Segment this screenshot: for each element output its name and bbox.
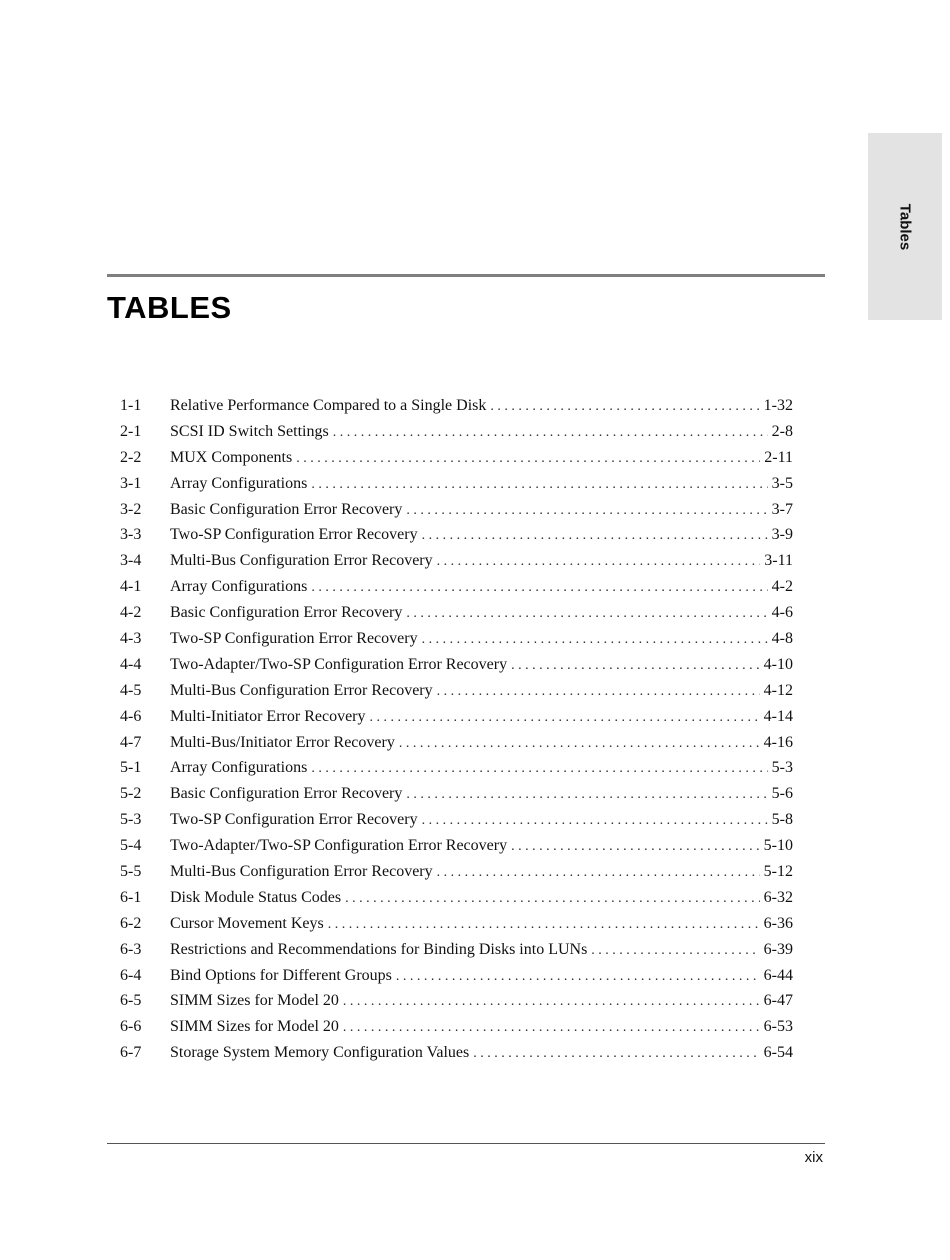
page-reference: 6-32 — [763, 888, 793, 906]
table-title: Storage System Memory Configuration Values — [170, 1044, 470, 1062]
table-entry[interactable] — [120, 755, 793, 781]
table-entry[interactable] — [120, 833, 793, 859]
page-reference: 4-10 — [763, 655, 793, 673]
dot-leader — [406, 498, 767, 524]
table-title: Restrictions and Recommendations for Binding Disks into LUNs — [170, 940, 588, 958]
table-entry[interactable] — [120, 704, 793, 730]
table-title: Relative Performance Compared to a Single Disk — [170, 397, 487, 414]
table-number: 4-1 — [120, 578, 142, 596]
dot-leader — [406, 782, 767, 808]
table-title: Disk Module Status Codes — [170, 888, 342, 906]
page-reference: 2-11 — [764, 448, 793, 466]
table-title: MUX Components — [170, 448, 293, 466]
page-reference: 3-5 — [771, 474, 793, 492]
table-entry[interactable] — [120, 393, 793, 419]
table-title: SIMM Sizes for Model 20 — [170, 992, 339, 1010]
dot-leader — [437, 679, 760, 705]
dot-leader — [490, 394, 759, 420]
table-title: Cursor Movement Keys — [170, 914, 324, 932]
table-title: Multi-Bus Configuration Error Recovery — [170, 681, 433, 699]
section-thumb-tab-label: Tables — [896, 203, 914, 250]
dot-leader — [437, 860, 760, 886]
table-title: Basic Configuration Error Recovery — [170, 785, 403, 803]
table-title: Basic Configuration Error Recovery — [170, 604, 403, 622]
dot-leader — [311, 472, 767, 498]
table-number: 6-6 — [120, 1018, 142, 1036]
page-reference: 6-53 — [763, 1018, 793, 1036]
dot-leader — [343, 1015, 760, 1041]
page-reference: 4-2 — [771, 578, 793, 596]
dot-leader — [333, 420, 768, 446]
table-entry[interactable] — [120, 730, 793, 756]
dot-leader — [511, 653, 760, 679]
page-reference: 4-14 — [763, 707, 793, 725]
table-title: Multi-Bus Configuration Error Recovery — [170, 552, 433, 570]
page-reference: 4-12 — [763, 681, 793, 699]
dot-leader — [511, 834, 760, 860]
table-number: 3-2 — [120, 500, 142, 518]
dot-leader — [422, 523, 768, 549]
table-entry[interactable] — [120, 988, 793, 1014]
table-entry[interactable] — [120, 548, 793, 574]
table-number: 2-1 — [120, 422, 142, 440]
table-number: 6-7 — [120, 1044, 142, 1062]
table-list — [120, 393, 793, 1066]
table-entry[interactable] — [120, 445, 793, 471]
table-entry[interactable] — [120, 885, 793, 911]
dot-leader — [345, 886, 760, 912]
dot-leader — [370, 705, 760, 731]
page-reference: 4-6 — [771, 604, 793, 622]
table-entry[interactable] — [120, 678, 793, 704]
page-reference: 5-3 — [771, 759, 793, 777]
table-number: 4-5 — [120, 681, 142, 699]
dot-leader — [311, 575, 767, 601]
dot-leader — [422, 627, 768, 653]
table-entry[interactable] — [120, 419, 793, 445]
page-reference: 5-10 — [763, 837, 793, 855]
table-title: Two-SP Configuration Error Recovery — [170, 811, 418, 829]
table-number: 3-3 — [120, 526, 142, 544]
table-entry[interactable] — [120, 600, 793, 626]
table-title: Two-Adapter/Two-SP Configuration Error Recovery — [170, 655, 508, 673]
page-reference: 6-39 — [763, 940, 793, 958]
page-reference: 5-12 — [763, 863, 793, 881]
page-reference: 6-47 — [763, 992, 793, 1010]
table-number: 6-5 — [120, 992, 142, 1010]
table-entry[interactable] — [120, 652, 793, 678]
table-number: 3-4 — [120, 552, 142, 570]
page-reference: 5-6 — [771, 785, 793, 803]
page-reference: 6-54 — [763, 1044, 793, 1062]
table-number: 4-2 — [120, 604, 142, 622]
dot-leader — [396, 964, 760, 990]
table-title: SCSI ID Switch Settings — [170, 422, 329, 440]
table-number: 3-1 — [120, 474, 142, 492]
page-reference: 5-8 — [771, 811, 793, 829]
table-entry[interactable] — [120, 859, 793, 885]
table-number: 5-5 — [120, 863, 142, 881]
table-number: 6-3 — [120, 940, 142, 958]
dot-leader — [473, 1041, 759, 1067]
table-entry[interactable] — [120, 497, 793, 523]
dot-leader — [591, 938, 759, 964]
table-entry[interactable] — [120, 522, 793, 548]
page-reference: 3-9 — [771, 526, 793, 544]
table-number: 4-6 — [120, 707, 142, 725]
table-number: 5-2 — [120, 785, 142, 803]
table-number: 1-1 — [120, 397, 142, 414]
page-reference: 6-36 — [763, 914, 793, 932]
table-number: 6-1 — [120, 888, 142, 906]
dot-leader — [406, 601, 767, 627]
footer-rule — [107, 1143, 825, 1144]
page-reference: 3-11 — [764, 552, 793, 570]
page-reference: 4-16 — [763, 733, 793, 751]
table-title: Two-Adapter/Two-SP Configuration Error Recovery — [170, 837, 508, 855]
table-entry[interactable] — [120, 471, 793, 497]
table-title: Basic Configuration Error Recovery — [170, 500, 403, 518]
page-reference: 1-32 — [763, 397, 793, 414]
table-entry[interactable] — [120, 807, 793, 833]
table-number: 4-3 — [120, 630, 142, 648]
table-number: 4-7 — [120, 733, 142, 751]
title-rule — [107, 274, 825, 277]
table-number: 4-4 — [120, 655, 142, 673]
table-entry[interactable] — [120, 963, 793, 989]
table-title: Multi-Initiator Error Recovery — [170, 707, 366, 725]
table-entry[interactable] — [120, 911, 793, 937]
dot-leader — [399, 731, 760, 757]
page-reference: 6-44 — [763, 966, 793, 984]
table-entry[interactable] — [120, 626, 793, 652]
page-title: TABLES — [107, 290, 232, 325]
table-title: Bind Options for Different Groups — [170, 966, 392, 984]
table-number: 5-3 — [120, 811, 142, 829]
page-reference: 2-8 — [771, 422, 793, 440]
table-title: Array Configurations — [170, 578, 308, 596]
table-entry[interactable] — [120, 574, 793, 600]
dot-leader — [437, 549, 761, 575]
table-entry[interactable] — [120, 781, 793, 807]
table-entry[interactable] — [120, 1014, 793, 1040]
page-reference: 3-7 — [771, 500, 793, 518]
section-thumb-tab — [868, 133, 942, 320]
dot-leader — [422, 808, 768, 834]
table-title: Two-SP Configuration Error Recovery — [170, 526, 418, 544]
table-title: SIMM Sizes for Model 20 — [170, 1018, 339, 1036]
table-entry[interactable] — [120, 1040, 793, 1066]
table-number: 5-1 — [120, 759, 142, 777]
table-number: 6-4 — [120, 966, 142, 984]
table-title: Multi-Bus/Initiator Error Recovery — [170, 733, 395, 751]
dot-leader — [328, 912, 760, 938]
table-number: 2-2 — [120, 448, 142, 466]
dot-leader — [311, 756, 767, 782]
table-title: Array Configurations — [170, 759, 308, 777]
page-number: xix — [804, 1149, 823, 1166]
table-title: Two-SP Configuration Error Recovery — [170, 630, 418, 648]
table-entry[interactable] — [120, 937, 793, 963]
page-reference: 4-8 — [771, 630, 793, 648]
dot-leader — [343, 989, 760, 1015]
table-title: Multi-Bus Configuration Error Recovery — [170, 863, 433, 881]
table-number: 5-4 — [120, 837, 142, 855]
table-title: Array Configurations — [170, 474, 308, 492]
table-number: 6-2 — [120, 914, 142, 932]
dot-leader — [296, 446, 760, 472]
